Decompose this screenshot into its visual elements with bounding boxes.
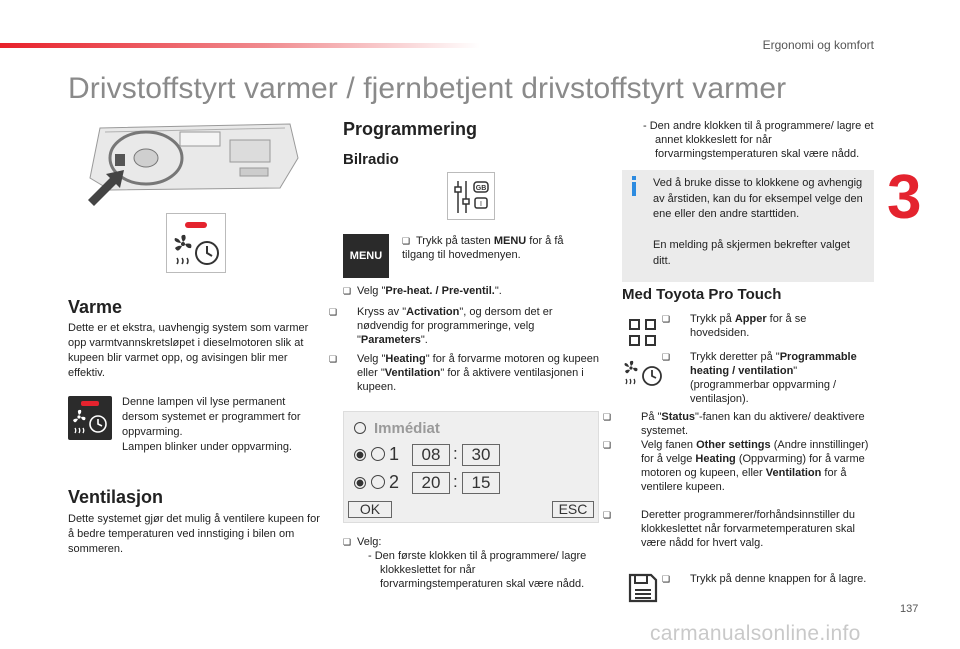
esc-button: ESC — [552, 501, 594, 518]
section-label: Ergonomi og komfort — [762, 38, 874, 52]
toyota-step-programmable: ❏ Trykk deretter på "Programmable heating / ventilation" (programmerbar oppvarming / ventilasjon). — [662, 351, 857, 405]
fan-heater-clock-icon — [622, 360, 664, 390]
radio-timer-2 — [354, 477, 366, 489]
heater-timer-button — [166, 213, 226, 273]
step-clock-1: - Den første klokken til å programmere/ lagre klokkeslettet for når forvarmingstemperaturen skal være nådd. — [368, 550, 587, 590]
toyota-step-apps: ❏ Trykk på Apper for å se hovedsiden. — [662, 313, 807, 339]
heater-lamp-icon — [68, 396, 112, 440]
checkbox-bullet-icon: ❏ — [662, 352, 671, 362]
lamp-text-2: Lampen blinker under oppvarming. — [122, 441, 292, 453]
toyota-step-program-time: ❏ Deretter programmerer/forhåndsinnstiller du klokkeslettet når forvarmetemperaturen skal være nådd for hvert valg. — [603, 509, 855, 549]
checkbox-bullet-icon: ❏ — [329, 307, 338, 317]
header-accent-bar — [0, 43, 480, 48]
clock-icon — [371, 475, 385, 489]
checkbox-bullet-icon: ❏ — [662, 574, 671, 584]
heater-lamp-red — [185, 222, 207, 228]
checkbox-bullet-icon: ❏ — [402, 236, 411, 246]
ventilasjon-paragraph: Dette systemet gjør det mulig å ventilere kupeen for å bedre temperaturen ved innstiging i bilen om sommeren. — [68, 513, 320, 555]
toyota-step-other-settings: ❏ Velg fanen Other settings (Andre innstillinger) for å velge Heating (Oppvarming) for å varme motoren og kupeen, eller Ventilation for å ventilere kupeen. — [603, 439, 869, 493]
toyota-step-status: ❏ På "Status"-fanen kan du aktivere/ deaktivere systemet. — [603, 411, 865, 437]
timer-1-minute: 30 — [462, 444, 500, 466]
info-text-2: En melding på skjermen bekrefter valget ditt. — [653, 239, 850, 267]
floppy-disk-icon — [627, 572, 659, 604]
checkbox-bullet-icon: ❏ — [603, 510, 612, 520]
step-heating: ❏ Velg "Heating" for å forvarme motoren og kupeen eller "Ventilation" for å aktivere ventilasjonen i kupeen. — [329, 353, 599, 393]
checkbox-bullet-icon: ❏ — [662, 314, 671, 324]
varme-heading: Varme — [68, 297, 123, 317]
page-title: Drivstoffstyrt varmer / fjernbetjent drivstoffstyrt varmer — [68, 72, 787, 105]
svg-text:I: I — [480, 201, 482, 208]
timer-2-hour: 20 — [412, 472, 450, 494]
step-preheat: ❏ Velg "Pre-heat. / Pre-ventil.". — [343, 285, 502, 297]
checkbox-bullet-icon: ❏ — [603, 412, 612, 422]
timer-2-number: 2 — [389, 472, 400, 492]
svg-text:GB: GB — [475, 185, 487, 192]
info-text-1: Ved å bruke disse to klokkene og avhengig av årstiden, kan du for eksempel velge den ene eller den andre starttiden. — [653, 177, 863, 220]
timer-2-minute: 15 — [462, 472, 500, 494]
toyota-step-save: ❏ Trykk på denne knappen for å lagre. — [662, 573, 867, 585]
radio-immediat — [354, 422, 366, 434]
varme-paragraph: Dette er et ekstra, uavhengig system som varmer opp varmtvannskretsløpet i dieselmotoren slik at kupeen blir varmet opp, og avisingen blir mer effektiv. — [68, 322, 309, 379]
step-menu: ❏ Trykk på tasten MENU for å få tilgang til hovedmenyen. — [402, 235, 564, 261]
timer-1-colon: : — [453, 444, 458, 463]
step-activation: ❏ Kryss av "Activation", og dersom det er nødvendig for programmeringe, velg "Parameters". — [329, 306, 553, 346]
clock-icon — [371, 447, 385, 461]
fan-heater-clock-icon — [172, 232, 222, 270]
ok-button: OK — [348, 501, 392, 518]
watermark: carmanualsonline.info — [650, 622, 861, 645]
checkbox-bullet-icon: ❏ — [343, 537, 352, 547]
programmering-heading: Programmering — [343, 119, 478, 139]
timer-1-hour: 08 — [412, 444, 450, 466]
sliders-gb-icon — [447, 172, 495, 220]
timer-2-colon: : — [453, 472, 458, 491]
radio-screen-mockup — [343, 411, 599, 523]
step-select-clock: ❏ Velg: — [343, 536, 382, 548]
lamp-text-1: Denne lampen vil lyse permanent dersom systemet er programmert for oppvarming. — [122, 396, 301, 438]
radio-timer-1 — [354, 449, 366, 461]
info-icon — [629, 176, 639, 196]
toyota-heading: Med Toyota Pro Touch — [622, 286, 782, 303]
option-immediat-label: Immédiat — [374, 420, 440, 437]
menu-button-icon: MENU — [343, 234, 389, 278]
checkbox-bullet-icon: ❏ — [603, 440, 612, 450]
page-number: 137 — [900, 603, 919, 615]
timer-1-number: 1 — [389, 444, 400, 464]
dashboard-illustration — [80, 118, 302, 208]
ventilasjon-heading: Ventilasjon — [68, 487, 164, 507]
apps-grid-icon — [628, 318, 658, 348]
bilradio-heading: Bilradio — [343, 151, 399, 168]
step-clock-2: - Den andre klokken til å programmere/ lagre et annet klokkeslett for når forvarmingstemperaturen skal være nådd. — [643, 120, 874, 160]
checkbox-bullet-icon: ❏ — [329, 354, 338, 364]
checkbox-bullet-icon: ❏ — [343, 286, 352, 296]
chapter-number: 3 — [887, 163, 922, 232]
